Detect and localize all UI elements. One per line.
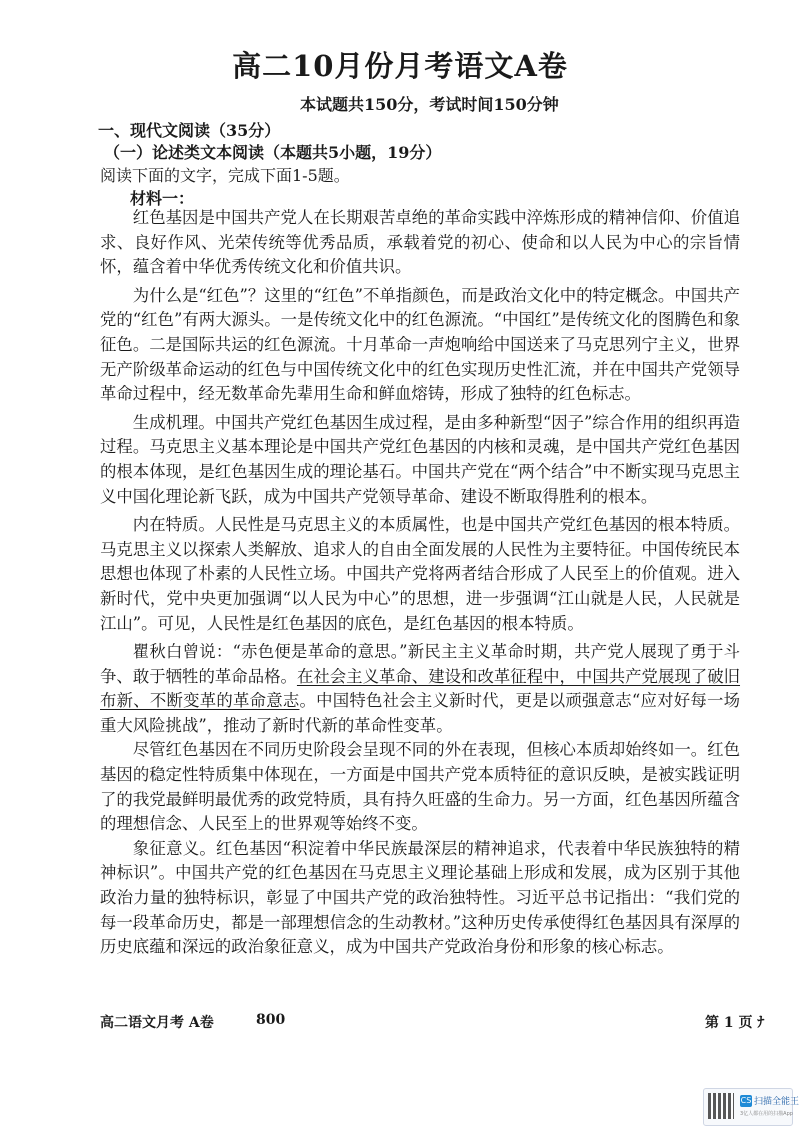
paragraph-5 xyxy=(100,640,740,738)
page-title: 高二10月份月考语文A卷 xyxy=(232,49,568,83)
paragraph-6: 尽管红色基因在不同历史阶段会呈现不同的外在表现，但核心本质却始终如一。红色基因的稳定性特质集中体现在，一方面是中国共产党本质特征的意识反映，是被实践证明了的我党最鲜明最优秀的政党特质，具有持久旺盛的生命力。另一方面，红色基因所蕴含的理想信念、人民至上的世界观等始终不变。 xyxy=(100,740,740,834)
paragraph-1: 红色基因是中国共产党人在长期艰苦卓绝的革命实践中淬炼形成的精神信仰、价值追求、良好作风、光荣传统等优秀品质，承载着党的初心、使命和以人民为中心的宗旨情怀，蕴含着中华优秀传统文化和价值共识。 xyxy=(100,208,740,277)
paragraph-3: 生成机理。中国共产党红色基因生成过程，是由多种新型“因子”综合作用的组织再造过程。马克思主义基本理论是中国共产党红色基因的内核和灵魂，是中国共产党红色基因的根本体现，是红色基因生成的理论基石。中国共产党在“两个结合”中不断实现马克思主义中国化理论新飞跃，成为中国共产党领导革命、建设不断取得胜利的根本。 xyxy=(100,412,740,506)
scanner-watermark xyxy=(703,1088,800,1126)
reading-instruction: 阅读下面的文字，完成下面1-5题。 xyxy=(100,166,350,185)
exam-info: 本试题共150分，考试时间150分钟 xyxy=(300,95,559,114)
underlined-sentence: 在社会主义革命、建设和改革征程中，中国共产党展现了破旧布新、不断变革的革命意志 xyxy=(100,666,741,711)
watermark-text: 扫描全能王 xyxy=(754,1097,800,1107)
paragraph-2: 为什么是“红色”？这里的“红色”不单指颜色，而是政治文化中的特定概念。中国共产党的“红色”有两大源头。一是传统文化中的红色源流。“中国红”是传统文化的图腾色和象征色。二是国际共运的红色源流。十月革命一声炮响给中国送来了马克思列宁主义，世界无产阶级革命运动的红色与中国传统文化中的红色实现历史性汇流，并在中国共产党领导革命过程中，经无数革命先辈用生命和鲜血熔铸，形成了独特的红色标志。 xyxy=(100,285,740,404)
qr-code-icon xyxy=(708,1093,734,1119)
paragraph-5-start: 瞿秋白曾说：“赤色便是革命的意思。”新民主主义革命时期，共产党人展现了勇于斗争、敢于牺牲的革命品格。 xyxy=(100,642,740,686)
paragraph-5-end: 。中国特色社会主义新时代，更是以顽强意志“应对好每一场重大风险挑战”，推动了新时代新的革命性变革。 xyxy=(100,691,741,735)
section-heading: 一、现代文阅读（35分） xyxy=(98,121,281,140)
paragraph-4: 内在特质。人民性是马克思主义的本质属性，也是中国共产党红色基因的根本特质。马克思主义以探索人类解放、追求人的自由全面发展的人民性为主要特征。中国传统民本思想也体现了朴素的人民性立场。中国共产党将两者结合形成了人民至上的价值观。进入新时代，党中央更加强调“以人民为中心”的思想，进一步强调“江山就是人民，人民就是江山”。可见，人民性是红色基因的底色，是红色基因的根本特质。 xyxy=(100,515,740,633)
subsection-heading: （一）论述类文本阅读（本题共5小题，19分） xyxy=(104,143,442,162)
camscanner-logo-icon: CS xyxy=(740,1096,752,1105)
passage-body xyxy=(100,206,740,960)
watermark-subtext: 3亿人都在用的扫描App xyxy=(740,1111,793,1117)
footer-code: 800 xyxy=(256,1012,286,1028)
footer-exam-name: 高二语文月考 A卷 xyxy=(100,1015,214,1031)
paragraph-7: 象征意义。红色基因“积淀着中华民族最深层的精神追求，代表着中华民族独特的精神标识”。中国共产党的红色基因在马克思主义理论基础上形成和发展，成为区别于其他政治力量的独特标识，彰显了中国共产党的政治独特性。习近平总书记指出：“我们党的每一段革命历史，都是一部理想信念的生动教材。”这种历史传承使得红色基因具有深厚的历史底蕴和深远的政治象征意义，成为中国共产党政治身份和形象的核心标志。 xyxy=(100,838,740,957)
footer-page-number: 第 1 页 ﾅ xyxy=(705,1015,765,1031)
material-label: 材料一： xyxy=(130,189,195,208)
